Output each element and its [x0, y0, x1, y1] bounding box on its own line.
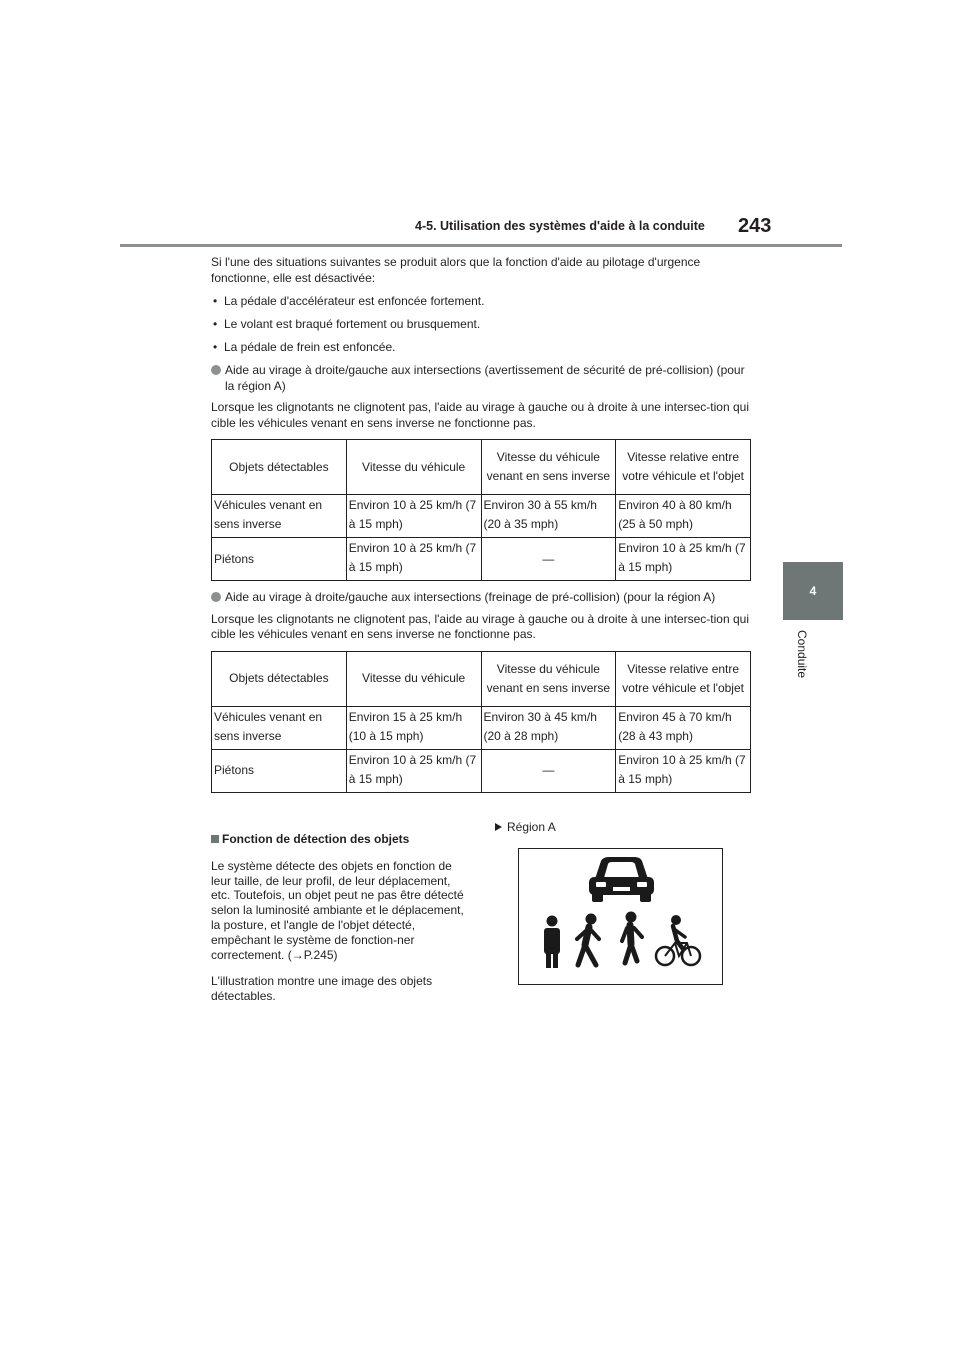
circle-bullet-icon: [211, 365, 221, 375]
detectable-objects-illustration: [518, 848, 723, 985]
table-cell: Environ 10 à 25 km/h (7 à 15 mph): [616, 749, 751, 792]
section-braking: [211, 590, 756, 793]
section-warning: [211, 363, 756, 581]
pedestrian-standing-icon: [544, 916, 560, 969]
speed-table-braking: [211, 651, 751, 793]
speed-table-warning: [211, 439, 751, 581]
table-header-row: [212, 651, 751, 706]
table-row: [212, 538, 751, 581]
detection-body-close: ): [333, 947, 338, 962]
table-cell: Environ 45 à 70 km/h (28 à 43 mph): [616, 706, 751, 749]
table-cell: Environ 15 à 25 km/h (10 à 15 mph): [346, 706, 481, 749]
detection-body-2: L'illustration montre une image des objets détectables.: [211, 974, 433, 1004]
bicycle-icon: [656, 915, 700, 965]
detection-text-column: [211, 820, 473, 1016]
header-divider: [120, 244, 842, 247]
section-heading-text: Aide au virage à droite/gauche aux intersections (freinage de pré-collision) (pour la région A): [225, 590, 716, 604]
square-bullet-icon: [211, 835, 219, 843]
table-cell: Piétons: [212, 538, 347, 581]
table-row: [212, 495, 751, 538]
table-header: Vitesse du véhicule venant en sens inverse: [481, 651, 616, 706]
section-paragraph: Lorsque les clignotants ne clignotent pas, l'aide au virage à gauche ou à droite à une intersec-tion qui cible les véhicules venant en sens inverse ne fonctionne pas.: [211, 400, 749, 430]
condition-list: [211, 294, 756, 356]
table-header-row: [212, 440, 751, 495]
table-header: Vitesse relative entre votre véhicule et l'objet: [616, 651, 751, 706]
table-header: Objets détectables: [212, 440, 347, 495]
detection-heading-text: Fonction de détection des objets: [222, 832, 410, 846]
car-icon: [589, 857, 654, 902]
main-content: [211, 255, 756, 793]
table-cell: Environ 10 à 25 km/h (7 à 15 mph): [346, 538, 481, 581]
section-paragraph: Lorsque les clignotants ne clignotent pas, l'aide au virage à gauche ou à droite à une intersec-tion qui cible les véhicules venant en sens inverse ne fonctionne pas.: [211, 611, 749, 641]
section-heading: [211, 363, 756, 394]
table-cell: Environ 30 à 55 km/h (20 à 35 mph): [481, 495, 616, 538]
table-cell: —: [481, 749, 616, 792]
list-item: • La pédale d'accélérateur est enfoncée fortement.: [211, 294, 756, 310]
header-title: 4-5. Utilisation des systèmes d'aide à la conduite: [415, 219, 705, 233]
chapter-tab[interactable]: [783, 562, 843, 620]
table-cell: Environ 10 à 25 km/h (7 à 15 mph): [346, 495, 481, 538]
pedestrian-walking-icon: [577, 914, 599, 966]
table-cell: Environ 40 à 80 km/h (25 à 50 mph): [616, 495, 751, 538]
table-header: Vitesse du véhicule: [346, 651, 481, 706]
table-cell: Véhicules venant en sens inverse: [212, 706, 347, 749]
chapter-number: 4: [809, 584, 817, 598]
table-cell: Piétons: [212, 749, 347, 792]
section-heading: [211, 590, 756, 606]
section-heading-text: Aide au virage à droite/gauche aux intersections (avertissement de sécurité de pré-collision) (pour la région A): [225, 363, 745, 393]
table-cell: Environ 30 à 45 km/h (20 à 28 mph): [481, 706, 616, 749]
table-header: Objets détectables: [212, 651, 347, 706]
list-item: • Le volant est braqué fortement ou brusquement.: [211, 317, 756, 333]
circle-bullet-icon: [211, 592, 221, 602]
table-cell: Environ 10 à 25 km/h (7 à 15 mph): [616, 538, 751, 581]
page-reference-link[interactable]: P.245: [303, 947, 334, 962]
triangle-right-icon: [495, 823, 502, 831]
list-item: • La pédale de frein est enfoncée.: [211, 340, 756, 356]
page-number: 243: [738, 215, 772, 237]
region-column: [493, 820, 756, 834]
table-cell: Véhicules venant en sens inverse: [212, 495, 347, 538]
table-row: [212, 749, 751, 792]
chapter-label: Conduite: [795, 630, 809, 679]
detectable-objects-figure: [519, 849, 722, 984]
detection-heading: [211, 832, 473, 847]
table-row: [212, 706, 751, 749]
region-label-text: Région A: [507, 820, 556, 834]
child-pedestrian-icon: [622, 912, 642, 964]
detection-body-text: Le système détecte des objets en fonction de leur taille, de leur profil, de leur déplacement, etc. Toutefois, un objet peut ne pas être détecté selon la luminosité ambiante et le déplacement, la posture, et l'angle de l'objet détecté, empêchant le système de fonction-ner correctement. (: [211, 858, 464, 962]
detection-body: [211, 859, 473, 963]
arrow-right-icon: →: [291, 947, 304, 962]
region-label: [493, 820, 756, 834]
table-header: Vitesse relative entre votre véhicule et l'objet: [616, 440, 751, 495]
intro-paragraph: Si l'une des situations suivantes se produit alors que la fonction d'aide au pilotage d'urgence fonctionne, elle est désactivée:: [211, 255, 701, 285]
table-cell: —: [481, 538, 616, 581]
table-header: Vitesse du véhicule venant en sens inverse: [481, 440, 616, 495]
table-header: Vitesse du véhicule: [346, 440, 481, 495]
table-cell: Environ 10 à 25 km/h (7 à 15 mph): [346, 749, 481, 792]
